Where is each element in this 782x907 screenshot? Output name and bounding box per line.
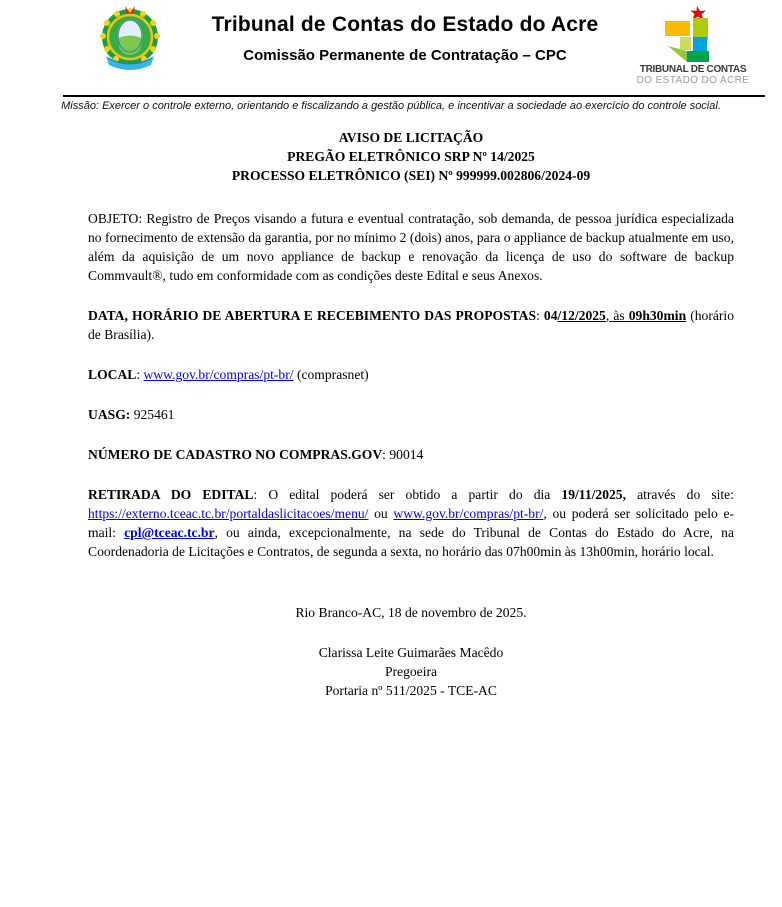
data-horario-date: /12/2025 bbox=[557, 308, 606, 323]
data-horario-underlined-group bbox=[558, 308, 687, 323]
data-horario-sep: : bbox=[536, 308, 544, 323]
notice-title-line1: AVISO DE LICITAÇÃO bbox=[338, 130, 484, 145]
org-subtitle: Comissão Permanente de Contratação – CPC bbox=[243, 47, 567, 64]
retirada-s4: , ou poderá ser solicitado pelo e-mail: bbox=[88, 506, 735, 540]
cadastro-label: NÚMERO DE CADASTRO NO COMPRAS.GOV bbox=[88, 447, 383, 462]
objeto-label: OBJETO: bbox=[88, 211, 143, 226]
uasg-value: 925461 bbox=[130, 407, 175, 422]
notice-title-line3: PROCESSO ELETRÔNICO (SEI) Nº 999999.002806/2024-09 bbox=[231, 168, 591, 183]
data-horario-day: 04 bbox=[543, 308, 558, 323]
tce-logo-mark-icon bbox=[659, 6, 727, 64]
signer-name: Clarissa Leite Guimarães Macêdo bbox=[318, 645, 504, 660]
org-title: Tribunal de Contas do Estado do Acre bbox=[211, 13, 599, 36]
notice-title-line2: PREGÃO ELETRÔNICO SRP Nº 14/2025 bbox=[287, 149, 535, 164]
cadastro-paragraph bbox=[88, 445, 734, 464]
comprasnet-link[interactable]: www.gov.br/compras/pt-br/ bbox=[143, 367, 294, 382]
retirada-s2: através do site: bbox=[625, 487, 734, 502]
document-body bbox=[88, 128, 734, 700]
mission-statement: Missão: Exercer o controle externo, orientando e fiscalizando a gestão pública, e incentivar a sociedade ao exercício do controle social. bbox=[61, 100, 721, 112]
retirada-paragraph bbox=[88, 485, 734, 561]
objeto-paragraph bbox=[88, 209, 734, 285]
retirada-s1: : O edital poderá ser obtido a partir do dia bbox=[253, 487, 562, 502]
cadastro-value: : 90014 bbox=[382, 447, 424, 462]
header-divider bbox=[63, 95, 765, 97]
header-titles bbox=[165, 13, 645, 64]
uasg-paragraph bbox=[88, 405, 734, 424]
closing-date-line: Rio Branco-AC, 18 de novembro de 2025. bbox=[295, 605, 527, 620]
notice-title-block bbox=[88, 128, 734, 185]
tce-logo-text-line1: TRIBUNAL DE CONTAS bbox=[639, 64, 747, 75]
data-horario-label: DATA, HORÁRIO DE ABERTURA E RECEBIMENTO DAS PROPOSTAS bbox=[88, 308, 537, 323]
data-horario-paragraph bbox=[88, 306, 734, 344]
local-suffix: (comprasnet) bbox=[293, 367, 369, 382]
data-horario-time: 09h30min bbox=[628, 308, 687, 323]
retirada-s5: , ou ainda, excepcionalmente, na sede do Tribunal de Contas do Estado do Acre, na Coordenadoria de Licitações e Contratos, de segunda a sexta, no horário das 07h00min às 13h00min, horário local. bbox=[88, 525, 734, 559]
acre-coat-of-arms-icon bbox=[95, 5, 165, 75]
tce-logo bbox=[631, 6, 755, 86]
data-horario-middle: , às bbox=[605, 308, 629, 323]
uasg-label: UASG: bbox=[88, 407, 131, 422]
acre-coat-of-arms-logo bbox=[95, 5, 165, 75]
tce-logo-text-line2: DO ESTADO DO ACRE bbox=[636, 75, 750, 86]
compras-gov-link[interactable]: www.gov.br/compras/pt-br/ bbox=[393, 506, 544, 521]
local-label: LOCAL bbox=[88, 367, 137, 382]
signature-block bbox=[88, 643, 734, 700]
local-sep: : bbox=[136, 367, 144, 382]
retirada-label: RETIRADA DO EDITAL bbox=[88, 487, 254, 502]
retirada-s3: ou bbox=[368, 506, 394, 521]
objeto-text: Registro de Preços visando a futura e eventual contratação, sob demanda, de pessoa jurídica especializada no fornecimento de extensão da garantia, por no mínimo 2 (dois) anos, para o appliance de backup atualmente em uso, além da aquisição de um novo appliance de backup e renovação da licença de uso do software de backup Commvault®, tudo em conformidade com as condições deste Edital e seus Anexos. bbox=[88, 211, 734, 283]
data-horario-suffix: (horário de Brasília). bbox=[88, 308, 734, 342]
portal-licitacoes-link[interactable]: https://externo.tceac.tc.br/portaldaslicitacoes/menu/ bbox=[88, 506, 369, 521]
signer-portaria: Portaria nº 511/2025 - TCE-AC bbox=[325, 683, 497, 698]
signer-role: Pregoeira bbox=[384, 664, 438, 679]
retirada-date: 19/11/2025, bbox=[561, 487, 626, 502]
cpl-email-link[interactable]: cpl@tceac.tc.br bbox=[124, 525, 215, 540]
local-paragraph bbox=[88, 365, 734, 384]
